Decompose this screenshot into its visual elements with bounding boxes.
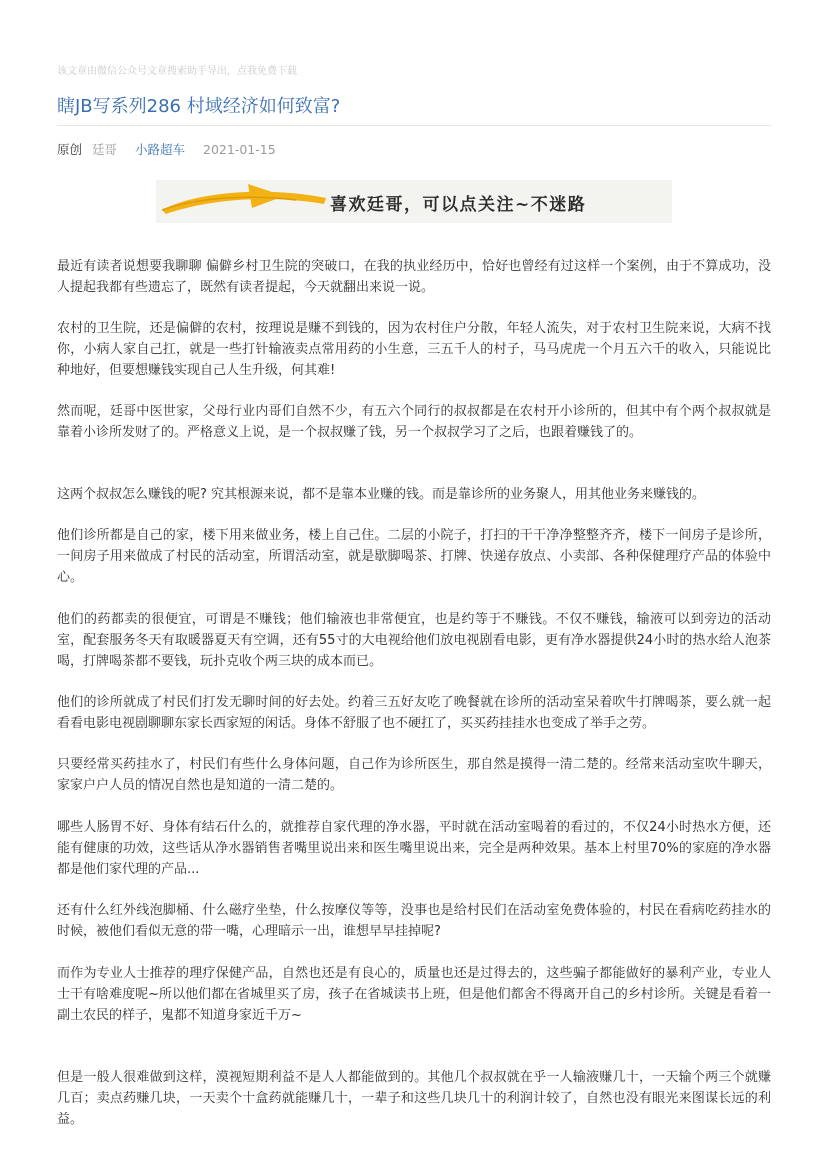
paragraph: 还有什么红外线泡脚桶、什么磁疗坐垫，什么按摩仪等等，没事也是给村民们在活动室免费体验的，村民在看病吃药挂水的时候，被他们看似无意的带一嘴，心理暗示一出，谁想早早挂掉呢? — [57, 903, 771, 939]
paragraph: 这两个叔叔怎么赚钱的呢? 究其根源来说，都不是靠本业赚的钱。而是靠诊所的业务聚人，用其他业务来赚钱的。 — [57, 487, 706, 502]
follow-banner — [156, 180, 672, 223]
original-tag: 原创 — [57, 142, 83, 157]
export-notice[interactable]: 该文章由微信公众号文章搜索助手导出，点我免费下载 — [57, 66, 297, 77]
publish-date: 2021-01-15 — [203, 142, 276, 157]
paragraph: 然而呢，廷哥中医世家，父母行业内哥们自然不少，有五六个同行的叔叔都是在农村开小诊所的，但其中有个两个叔叔就是靠着小诊所发财了的。严格意义上说，是一个叔叔赚了钱，另一个叔叔学习了之后，也跟着赚钱了的。 — [57, 404, 771, 440]
account-link[interactable]: 小路超车 — [135, 142, 186, 157]
paragraph: 农村的卫生院，还是偏僻的农村，按理说是赚不到钱的，因为农村住户分散，年轻人流失，对于农村卫生院来说，大病不找你，小病人家自己扛，就是一些打针输液卖点常用药的小生意，三五千人的村子，马马虎虎一个月五六千的收入，只能说比种地好，但要想赚钱实现自己人生升级，何其难! — [57, 321, 771, 378]
article-title: 瞎JB写系列286 村域经济如何致富? — [57, 96, 341, 117]
paragraph: 但是一般人很难做到这样，漠视短期利益不是人人都能做到的。其他几个叔叔就在乎一人输液赚几十，一天输个两三个就赚几百；卖点药赚几块，一天卖个十盒药就能赚几十，一辈子和这些几块几十的利润计较了，自然也没有眼光来图谋长远的利益。 — [57, 1070, 771, 1127]
paragraph: 他们的诊所就成了村民们打发无聊时间的好去处。约着三五好友吃了晚餐就在诊所的活动室呆着吹牛打牌喝茶，要么就一起看看电影电视剧聊聊东家长西家短的闲话。身体不舒服了也不硬扛了，买买药挂挂水也变成了举手之劳。 — [57, 695, 771, 731]
banner-text: 喜欢廷哥，可以点关注~不迷路 — [330, 195, 587, 215]
paragraph: 他们的药都卖的很便宜，可谓是不赚钱；他们输液也非常便宜，也是约等于不赚钱。不仅不赚钱，输液可以到旁边的活动室，配套服务冬天有取暖器夏天有空调，还有55寸的大电视给他们放电视剧看电影，更有净水器提供24小时的热水给人泡茶喝，打牌喝茶都不要钱，玩扑克收个两三块的成本而已。 — [57, 612, 771, 669]
paragraph: 只要经常买药挂水了，村民们有些什么身体问题，自己作为诊所医生，那自然是摸得一清二楚的。经常来活动室吹牛聊天，家家户户人员的情况自然也是知道的一清二楚的。 — [57, 757, 771, 793]
paragraph: 他们诊所都是自己的家，楼下用来做业务，楼上自己住。二层的小院子，打扫的干干净净整整齐齐，楼下一间房子是诊所，一间房子用来做成了村民的活动室，所谓活动室，就是歇脚喝茶、打牌、快递存放点、小卖部、各种保健理疗产品的体验中心。 — [57, 528, 771, 585]
paragraph: 最近有读者说想要我聊聊 偏僻乡村卫生院的突破口，在我的执业经历中，恰好也曾经有过这样一个案例，由于不算成功，没人提起我都有些遗忘了，既然有读者提起，今天就翻出来说一说。 — [57, 259, 771, 295]
paragraph: 而作为专业人士推荐的理疗保健产品，自然也还是有良心的，质量也还是过得去的，这些骗子都能做好的暴利产业，专业人士干有啥难度呢~所以他们都在省城里买了房，孩子在省城读书上班，但是他们都舍不得离开自己的乡村诊所。关键是看着一副土农民的样子，鬼都不知道身家近千万~ — [57, 966, 771, 1023]
title-divider — [57, 125, 771, 126]
paragraph: 哪些人肠胃不好、身体有结石什么的，就推荐自家代理的净水器，平时就在活动室喝着的看过的，不仅24小时热水方便，还能有健康的功效，这些话从净水器销售者嘴里说出来和医生嘴里说出来，完全是两种效果。基本上村里70%的家庭的净水器都是他们家代理的产品... — [57, 820, 771, 877]
article-meta — [57, 140, 276, 158]
author-name: 廷哥 — [92, 142, 118, 157]
